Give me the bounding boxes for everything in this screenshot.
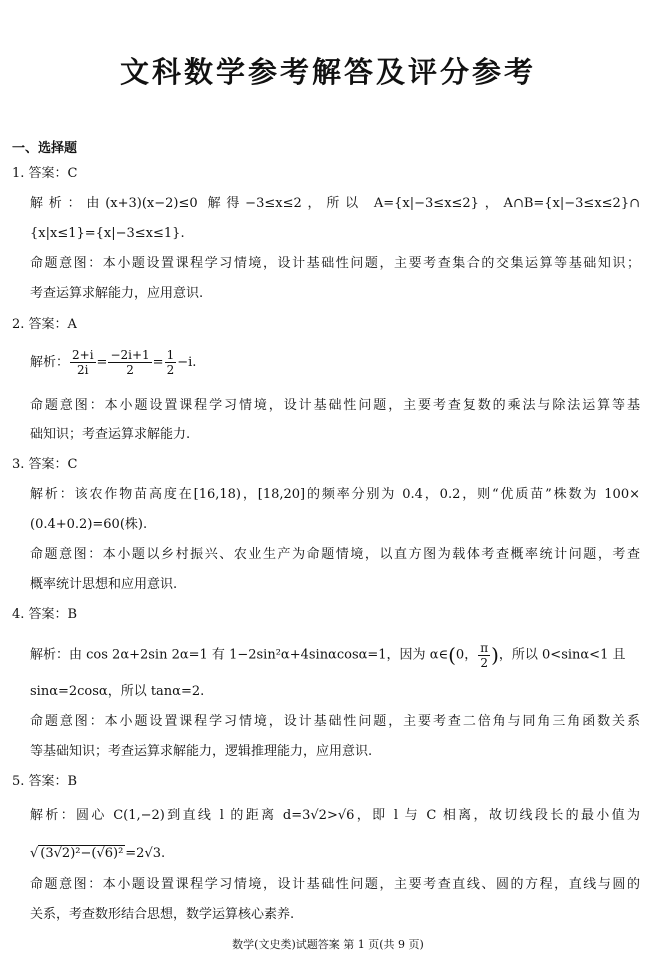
intent-1-line-2: 考查运算求解能力，应用意识.	[30, 286, 204, 301]
analysis-3-line-1: 解析：该农作物苗高度在[16,18)，[18,20]的频率分别为 0.4，0.2，则“优质苗”株数为 100×	[30, 487, 640, 502]
radical-sign: √	[30, 846, 39, 861]
intent-2-line-1: 命题意图：本小题设置课程学习情境，设计基础性问题，主要考查复数的乘法与除法运算等基	[30, 398, 640, 413]
analysis-4-part-a: 解析：由 cos 2α+2sin 2α=1 有 1−2sin²α+4sinαcosα=1，因为 α∈	[30, 647, 449, 663]
pi-denominator: 2	[480, 655, 488, 670]
answer-3: 3. 答案：C	[12, 457, 78, 472]
page-title: 文科数学参考解答及评分参考	[119, 55, 536, 89]
analysis-5-line-2	[30, 846, 640, 862]
intent-4-line-2: 等基础知识；考查运算求解能力，逻辑推理能力，应用意识.	[30, 744, 373, 759]
pi-over-two	[478, 641, 490, 670]
pi-numerator: π	[480, 640, 489, 655]
intent-2-line-2: 础知识；考查运算求解能力.	[30, 427, 191, 442]
fraction-1-numerator: 2+i	[72, 348, 94, 362]
analysis-2-tail: −i.	[177, 355, 197, 370]
intent-3-line-2: 概率统计思想和应用意识.	[30, 577, 178, 592]
interval-close-paren: )	[491, 643, 499, 667]
answer-4: 4. 答案：B	[12, 607, 78, 622]
fraction-3-numerator: 1	[166, 348, 175, 362]
fraction-3	[165, 348, 177, 377]
interval-left: 0，	[455, 647, 478, 663]
analysis-5-result: =2√3.	[125, 846, 166, 861]
fraction-3-denominator: 2	[166, 363, 175, 377]
interval-open-paren: (	[448, 643, 456, 667]
section-heading: 一、选择题	[12, 141, 78, 156]
fraction-2-denominator: 2	[126, 363, 134, 377]
analysis-4-line-1	[30, 640, 640, 671]
answer-1: 1. 答案：C	[12, 166, 78, 181]
analysis-2-prefix: 解析：	[30, 355, 70, 370]
answer-5: 5. 答案：B	[12, 774, 78, 789]
analysis-4-part-b: ，所以 0<sinα<1 且	[498, 647, 626, 663]
fraction-2	[108, 348, 151, 377]
analysis-4-line-2: sinα=2cosα，所以 tanα=2.	[30, 684, 205, 699]
answer-2: 2. 答案：A	[12, 317, 77, 332]
analysis-3-line-2: (0.4+0.2)=60(株).	[30, 517, 148, 532]
analysis-1-line-2: {x|x≤1}={x|−3≤x≤1}.	[30, 226, 185, 241]
equals-2: =	[152, 355, 164, 370]
intent-4-line-1: 命题意图：本小题设置课程学习情境，设计基础性问题，主要考查二倍角与同角三角函数关系	[30, 714, 640, 729]
intent-1-line-1: 命题意图：本小题设置课程学习情境，设计基础性问题，主要考查集合的交集运算等基础知识；	[30, 256, 640, 271]
intent-5-line-2: 关系，考查数形结合思想，数学运算核心素养.	[30, 907, 295, 922]
fraction-1	[70, 348, 96, 377]
intent-3-line-1: 命题意图：本小题以乡村振兴、农业生产为命题情境，以直方图为载体考查概率统计问题，考查	[30, 547, 640, 562]
page-footer: 数学(文史类)试题答案 第 1 页(共 9 页)	[232, 938, 424, 951]
intent-5-line-1: 命题意图：本小题设置课程学习情境，设计基础性问题，主要考查直线、圆的方程，直线与圆的	[30, 877, 640, 892]
square-root	[30, 846, 125, 862]
fraction-1-denominator: 2i	[77, 363, 89, 377]
radicand: (3√2)²−(√6)²	[40, 846, 124, 861]
analysis-2	[30, 348, 640, 378]
equals-1: =	[96, 355, 108, 370]
analysis-1-line-1: 解析：由(x+3)(x−2)≤0 解得−3≤x≤2，所以 A={x|−3≤x≤2}，A∩B={x|−3≤x≤2}∩	[30, 196, 640, 211]
analysis-5-line-1: 解析：圆心 C(1,−2)到直线 l 的距离 d=3√2>√6，即 l 与 C 相离，故切线段长的最小值为	[30, 808, 640, 823]
fraction-2-numerator: −2i+1	[110, 348, 150, 362]
